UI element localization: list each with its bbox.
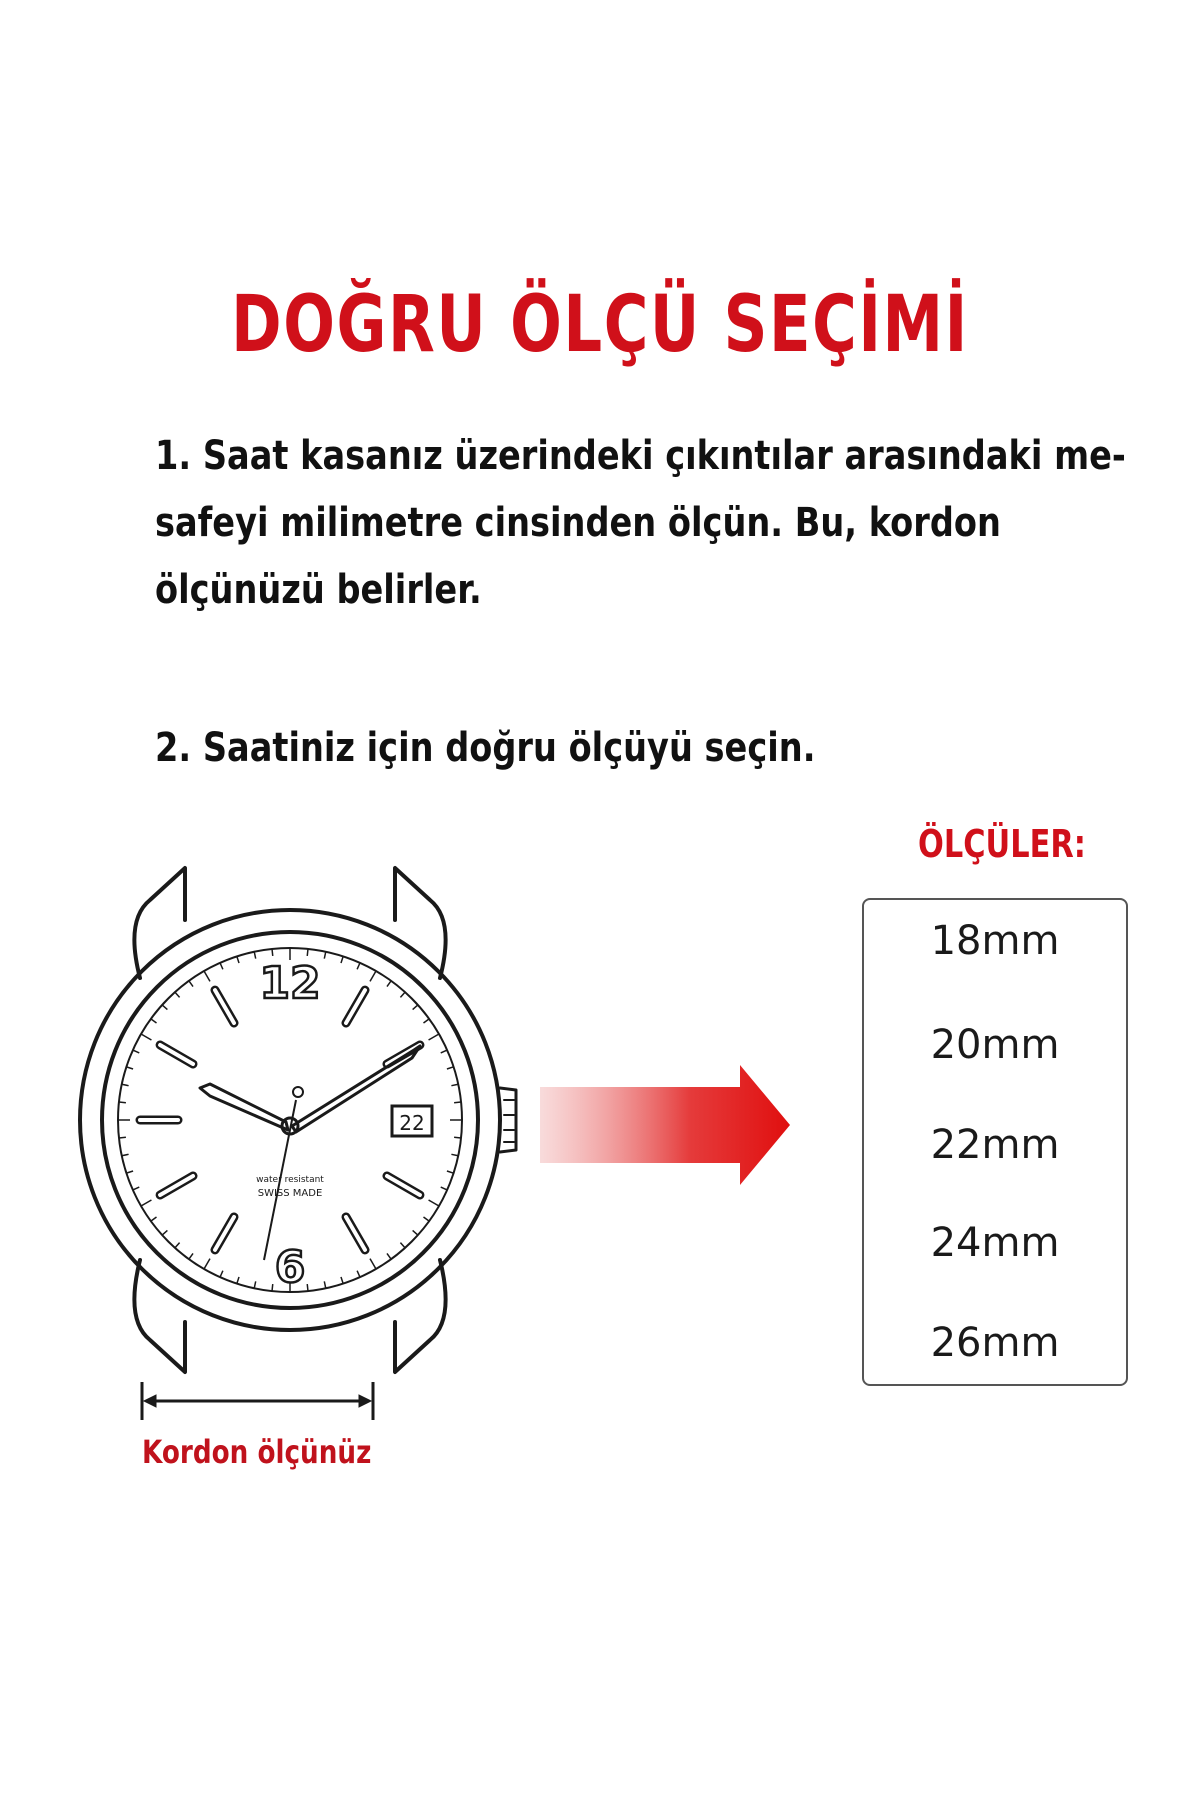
watch-illustration xyxy=(40,860,540,1380)
watch-tick xyxy=(189,981,193,987)
watch-tick xyxy=(307,949,308,956)
watch-tick xyxy=(204,971,210,981)
watch-hour-index-fill xyxy=(215,1217,234,1250)
watch-tick xyxy=(162,1230,167,1235)
instruction-step-2 xyxy=(155,715,1155,782)
watch-hour-index-fill xyxy=(160,1045,193,1064)
watch-hour-index-fill xyxy=(346,1217,365,1250)
watch-tick xyxy=(370,1259,376,1269)
instruction-step-1 xyxy=(155,423,1155,624)
watch-tick xyxy=(387,981,391,987)
watch-tick xyxy=(413,1230,418,1235)
watch-numeral-12: 12 xyxy=(259,958,321,1009)
watch-hour-index-fill xyxy=(346,990,365,1023)
watch-lug-bottom-left xyxy=(134,1260,185,1372)
watch-tick xyxy=(151,1019,157,1023)
instruction-line: 2. Saatiniz için doğru ölçüyü seçin. xyxy=(155,725,816,771)
watch-tick xyxy=(237,956,239,963)
watch-tick xyxy=(133,1050,139,1053)
watch-dial-text: water resistant xyxy=(256,1175,324,1185)
watch-tick xyxy=(254,1281,255,1288)
watch-tick xyxy=(119,1102,126,1103)
size-option-20mm[interactable]: 20mm xyxy=(930,1022,1060,1068)
watch-tick xyxy=(341,956,343,963)
arrow-icon xyxy=(540,1065,790,1185)
watch-tick xyxy=(126,1171,133,1173)
sizes-list xyxy=(862,898,1128,1386)
size-option-18mm[interactable]: 18mm xyxy=(930,918,1060,964)
size-option-26mm[interactable]: 26mm xyxy=(930,1320,1060,1366)
watch-tick xyxy=(133,1187,139,1190)
watch-tick xyxy=(357,963,360,969)
watch-tick xyxy=(447,1171,454,1173)
watch-tick xyxy=(141,1034,151,1040)
watch-hour-index-fill xyxy=(215,990,234,1023)
watch-tick xyxy=(451,1154,458,1155)
watch-tick xyxy=(447,1067,454,1069)
strap-width-label: Kordon ölçünüz xyxy=(142,1433,372,1471)
instruction-line: safeyi milimetre cinsinden ölçün. Bu, kordon xyxy=(155,500,1001,546)
watch-tick xyxy=(423,1019,429,1023)
watch-tick xyxy=(423,1217,429,1221)
watch-tick xyxy=(357,1271,360,1277)
watch-tick xyxy=(400,1243,405,1248)
watch-lug-top-left xyxy=(134,868,185,978)
size-option-24mm[interactable]: 24mm xyxy=(930,1220,1060,1266)
watch-tick xyxy=(370,971,376,981)
watch-numeral-6: 6 xyxy=(274,1242,306,1293)
watch-tick xyxy=(454,1102,461,1103)
watch-tick xyxy=(272,1284,273,1291)
watch-tick xyxy=(429,1200,439,1206)
watch-tick xyxy=(175,1243,180,1248)
watch-tick xyxy=(204,1259,210,1269)
watch-tick xyxy=(237,1277,239,1284)
watch-tick xyxy=(429,1034,439,1040)
watch-tick xyxy=(272,949,273,956)
watch-tick xyxy=(307,1284,308,1291)
watch-dial-text: SWISS MADE xyxy=(257,1188,323,1199)
strap-width-bracket xyxy=(140,1382,375,1422)
watch-tick xyxy=(126,1067,133,1069)
watch-tick xyxy=(175,992,180,997)
instruction-line: ölçünüzü belirler. xyxy=(155,567,482,613)
watch-tick xyxy=(413,1005,418,1010)
watch-tick xyxy=(324,1281,325,1288)
watch-date: 22 xyxy=(399,1111,425,1135)
watch-tick xyxy=(141,1200,151,1206)
watch-hour-hand xyxy=(200,1084,288,1130)
watch-tick xyxy=(341,1277,343,1284)
watch-lug-bottom-right xyxy=(395,1260,446,1372)
page-title: DOĞRU ÖLÇÜ SEÇİMİ xyxy=(231,280,969,370)
watch-lug-top-right xyxy=(395,868,446,978)
instruction-line: 1. Saat kasanız üzerindeki çıkıntılar arasındaki me- xyxy=(155,433,1126,479)
watch-tick xyxy=(122,1084,129,1085)
watch-tick xyxy=(454,1137,461,1138)
watch-tick xyxy=(451,1084,458,1085)
watch-tick xyxy=(189,1253,193,1259)
watch-hour-index-fill xyxy=(387,1176,420,1195)
watch-tick xyxy=(441,1050,447,1053)
watch-tick xyxy=(220,963,223,969)
watch-tick xyxy=(119,1137,126,1138)
watch-tick xyxy=(441,1187,447,1190)
watch-tick xyxy=(400,992,405,997)
watch-tick xyxy=(220,1271,223,1277)
watch-tick xyxy=(387,1253,391,1259)
watch-tick xyxy=(151,1217,157,1221)
watch-tick xyxy=(122,1154,129,1155)
size-option-22mm[interactable]: 22mm xyxy=(930,1122,1060,1168)
watch-tick xyxy=(324,952,325,959)
sizes-heading: ÖLÇÜLER: xyxy=(918,822,1086,866)
watch-hour-index-fill xyxy=(160,1176,193,1195)
watch-tick xyxy=(254,952,255,959)
watch-tick xyxy=(162,1005,167,1010)
